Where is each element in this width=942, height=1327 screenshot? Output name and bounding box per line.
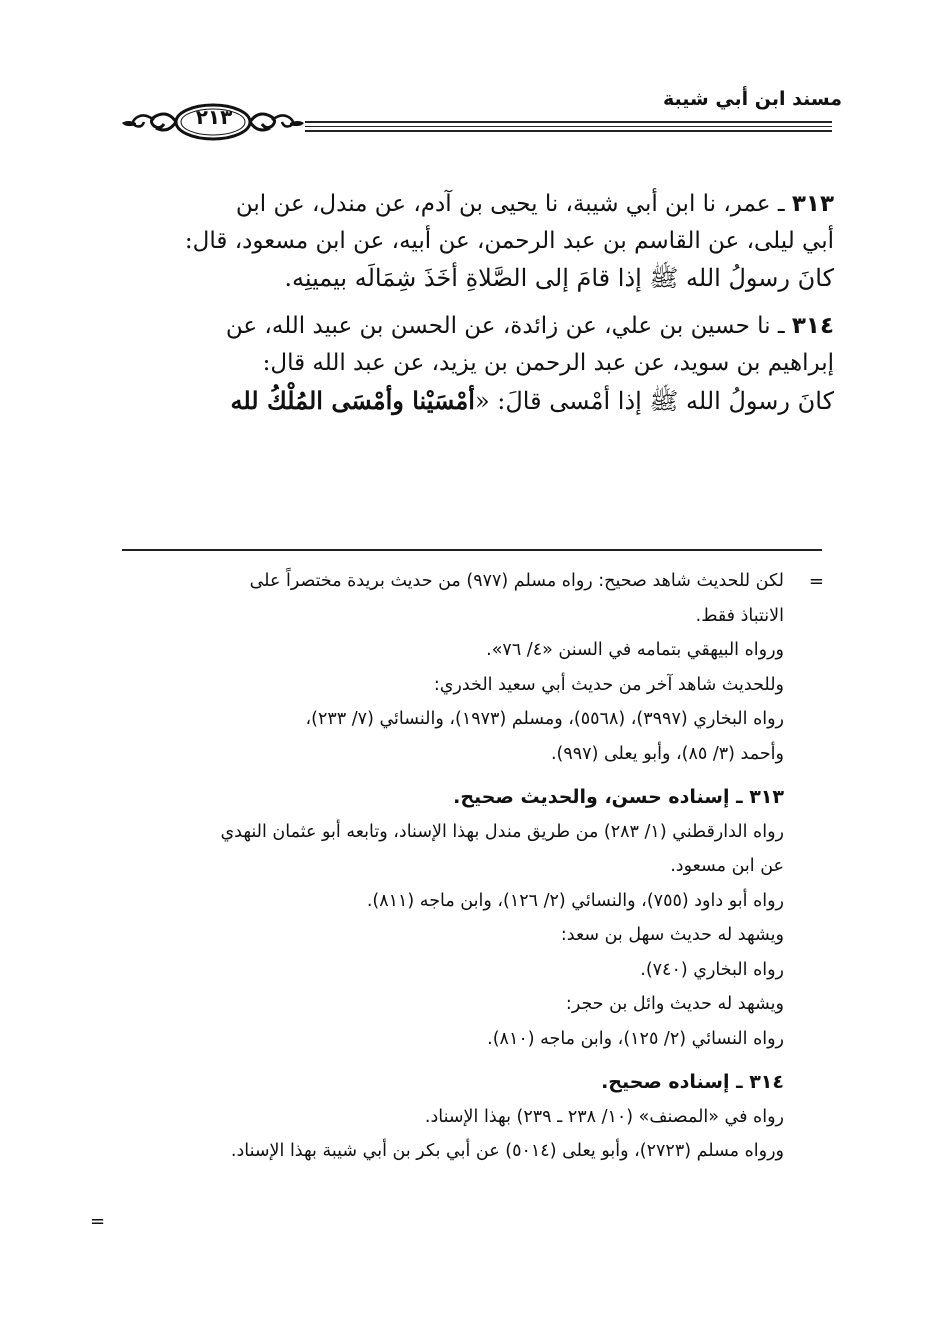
header-rule [305,121,832,123]
header-rule [305,126,832,127]
footnote-line: الانتباذ فقط. [695,605,784,626]
spacer [118,1056,784,1065]
footnote-line: رواه الدارقطني (١/ ٢٨٣) من طريق مندل بهذا الإسناد، وتابعه أبو عثمان النهدي [220,821,784,842]
footnote-line: رواه النسائي (٢/ ١٢٥)، وابن ماجه (٨١٠). [487,1028,784,1049]
spacer [118,771,784,780]
footnote-line: ويشهد له حديث وائل بن حجر: [565,994,784,1014]
footnote-line: ورواه البيهقي بتمامه في السنن «٤/ ٧٦». [486,640,784,660]
matn-quote: أمْسَيْنا وأمْسَى المُلْكُ لله [230,386,475,415]
running-title: مسند ابن أبي شيبة [662,88,842,110]
header-rule [305,130,832,132]
isnad-line: ـ نا حسين بن علي، عن زائدة، عن الحسن بن عبيد الله، عن [225,313,792,339]
footnote-line: وأحمد (٣/ ٨٥)، وأبو يعلى (٩٩٧). [550,743,784,764]
footnote-line: لكن للحديث شاهد صحيح: رواه مسلم (٩٧٧) من حديث بريدة مختصراً على [249,571,784,591]
footnote-rule [122,549,822,551]
hadith-314 [108,308,834,421]
isnad-line: أبي ليلى، عن القاسم بن عبد الرحمن، عن أبيه، عن ابن مسعود، قال: [184,228,834,254]
isnad-line: ـ عمر، نا ابن أبي شيبة، نا يحيى بن آدم، عن مندل، عن ابن [235,191,792,217]
footnote-heading: ٣١٣ ـ إسناده حسن، والحديث صحيح. [453,786,784,808]
matn-line: كانَ رسولُ الله ﷺ إذا قامَ إلى الصَّلاةِ أخَذَ شِمَالَه بيمينِه. [284,264,834,292]
continuation-mark: = [808,571,824,592]
footnote-line: رواه البخاري (٧٤٠). [640,959,784,980]
main-text [108,186,834,431]
footnote-line: رواه البخاري (٣٩٩٧)، (٥٥٦٨)، ومسلم (١٩٧٣)، والنسائي (٧/ ٢٣٣)، [305,709,784,729]
footnote-line: رواه أبو داود (٧٥٥)، والنسائي (٢/ ١٢٦)، وابن ماجه (٨١١). [366,890,784,911]
footnote-heading: ٣١٤ ـ إسناده صحيح. [601,1071,784,1093]
footnote-line: عن ابن مسعود. [670,856,784,876]
continuation-mark: = [90,1211,106,1232]
isnad-line: إبراهيم بن سويد، عن عبد الرحمن بن يزيد، عن عبد الله قال: [262,350,834,376]
footnotes [118,564,784,1169]
hadith-number: ٣١٣ [791,191,834,217]
page-number: ٢١٣ [195,105,233,129]
footnote-line: وللحديث شاهد آخر من حديث أبي سعيد الخدري: [433,674,784,695]
footnote-line: ورواه مسلم (٢٧٢٣)، وأبو يعلى (٥٠١٤) عن أبي بكر بن أبي شيبة بهذا الإسناد. [230,1141,784,1161]
hadith-313 [108,186,834,298]
footnote-line: ويشهد له حديث سهل بن سعد: [560,925,784,945]
hadith-number: ٣١٤ [791,313,834,339]
matn-line: كانَ رسولُ الله ﷺ إذا أمْسى قالَ: « [474,387,834,415]
footnote-line: رواه في «المصنف» (١٠/ ٢٣٨ ـ ٢٣٩) بهذا الإسناد. [424,1106,784,1127]
